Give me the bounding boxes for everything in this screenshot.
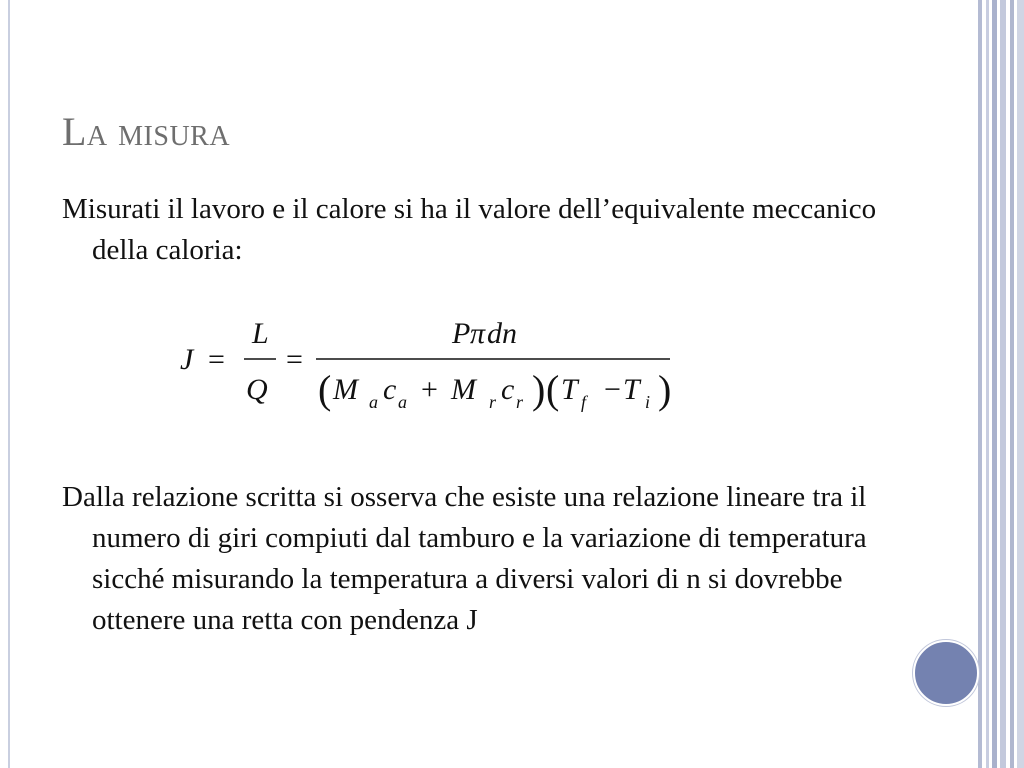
formula-J: J	[180, 343, 194, 376]
formula-rparen-1: )	[532, 367, 546, 412]
left-border-line	[8, 0, 10, 768]
formula-sub-a-1: a	[369, 392, 378, 412]
formula-sub-f: f	[581, 392, 587, 412]
intro-paragraph: Misurati il lavoro e il calore si ha il valore dell’equivalente meccanico della caloria:	[62, 193, 877, 266]
formula-P: P	[452, 317, 471, 350]
formula-equals-2: =	[286, 343, 303, 376]
formula-M-a: M	[333, 373, 358, 406]
formula-Q: Q	[246, 373, 268, 406]
formula-minus: −	[604, 373, 621, 406]
formula-lparen-1: (	[318, 367, 332, 412]
formula-L: L	[252, 317, 269, 350]
joule-formula	[170, 305, 690, 425]
right-decor-bar	[1000, 0, 1006, 768]
formula-plus: +	[421, 373, 438, 406]
right-decor-bar	[992, 0, 997, 768]
explanation-paragraph: Dalla relazione scritta si osserva che esiste una relazione lineare tra il numero di giri compiuti dal tamburo e la variazione di temperatura sicché misurando la temperatura a diversi valori di n si dovrebbe ottenere una retta con pendenza J	[62, 481, 867, 636]
formula-sub-i: i	[645, 392, 651, 412]
right-decor-bar	[1010, 0, 1014, 768]
formula-sub-r-1: r	[489, 392, 497, 412]
formula-sub-a-2: a	[398, 392, 407, 412]
formula-c-r: c	[501, 373, 515, 406]
formula-equals-1: =	[208, 343, 225, 376]
right-decor-bar	[978, 0, 982, 768]
formula-sub-r-2: r	[516, 392, 524, 412]
formula-c-a: c	[383, 373, 397, 406]
right-decor-bar	[986, 0, 989, 768]
right-decor-bar	[1017, 0, 1024, 768]
formula-T-f: T	[561, 373, 578, 406]
formula-rparen-2: )	[658, 367, 672, 412]
formula-pi: π	[470, 317, 486, 350]
formula-lparen-2: (	[546, 367, 560, 412]
formula-M-r: M	[451, 373, 476, 406]
slide-title: La misura	[62, 109, 231, 154]
formula-T-i: T	[623, 373, 640, 406]
decorative-circle	[913, 640, 979, 706]
formula-dn: dn	[487, 317, 517, 350]
